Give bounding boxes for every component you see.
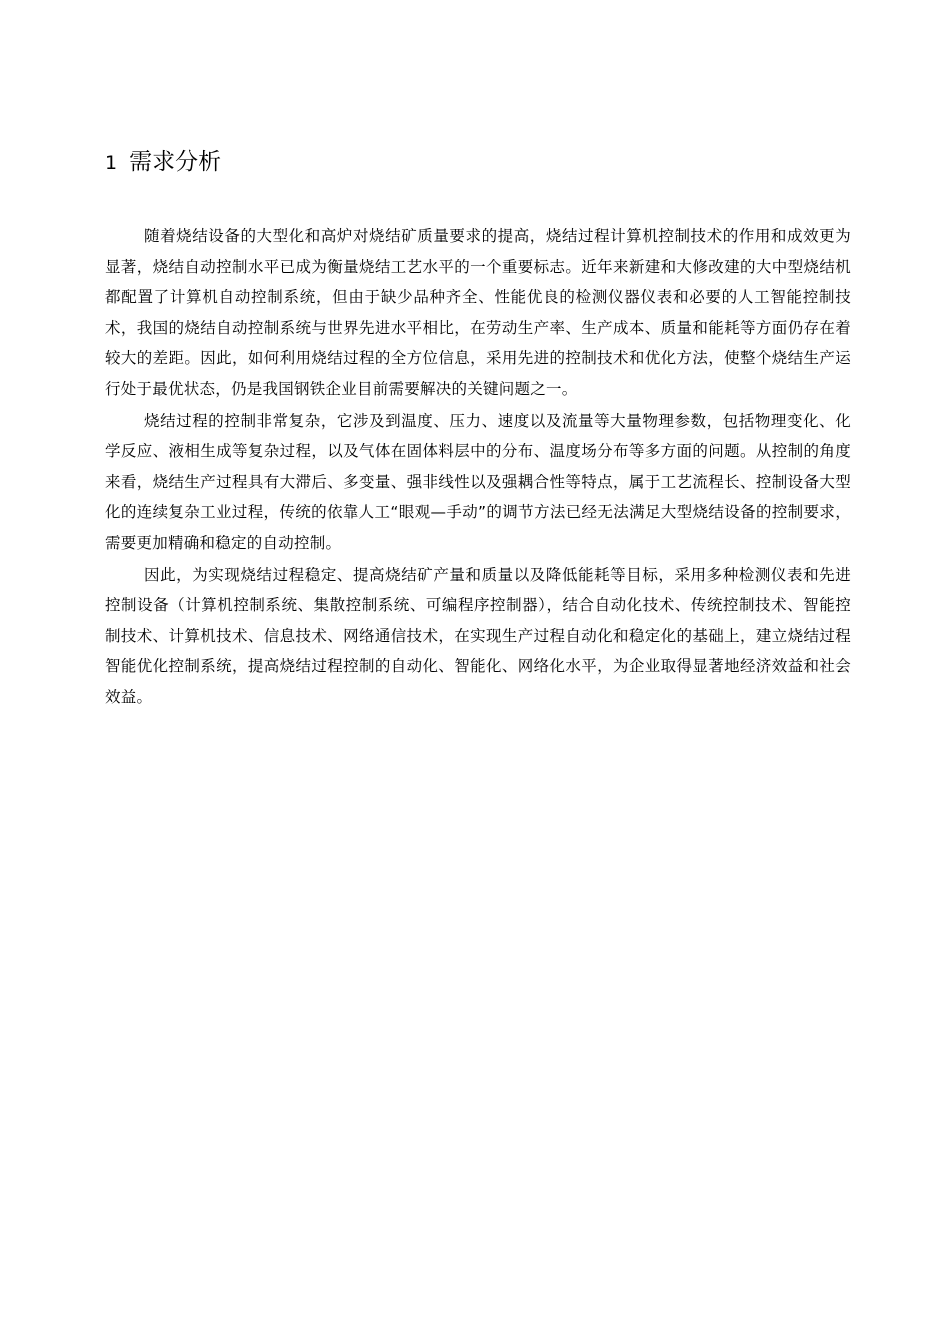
section-heading — [105, 146, 221, 179]
paragraph-2: 烧结过程的控制非常复杂，它涉及到温度、压力、速度以及流量等大量物理参数，包括物理变化、化学反应、液相生成等复杂过程，以及气体在固体料层中的分布、温度场分布等多方面的问题。从控制的角度来看，烧结生产过程具有大滞后、多变量、强非线性以及强耦合性等特点，属于工艺流程长、控制设备大型化的连续复杂工业过程，传统的依靠人工“眼观—手动”的调节方法已经无法满足大型烧结设备的控制要求，需要更加精确和稳定的自动控制。 — [105, 411, 851, 552]
paragraph-1: 随着烧结设备的大型化和高炉对烧结矿质量要求的提高，烧结过程计算机控制技术的作用和成效更为显著，烧结自动控制水平已成为衡量烧结工艺水平的一个重要标志。近年来新建和大修改建的大中型烧结机都配置了计算机自动控制系统，但由于缺少品种齐全、性能优良的检测仪器仪表和必要的人工智能控制技术，我国的烧结自动控制系统与世界先进水平相比，在劳动生产率、生产成本、质量和能耗等方面仍存在着较大的差距。因此，如何利用烧结过程的全方位信息，采用先进的控制技术和优化方法，使整个烧结生产运行处于最优状态，仍是我国钢铁企业目前需要解决的关键问题之一。 — [105, 227, 851, 398]
section-body — [105, 221, 851, 714]
section-title: 需求分析 — [129, 149, 222, 175]
section-number: 1 — [105, 152, 118, 174]
paragraph-3: 因此，为实现烧结过程稳定、提高烧结矿产量和质量以及降低能耗等目标，采用多种检测仪表和先进控制设备（计算机控制系统、集散控制系统、可编程序控制器），结合自动化技术、传统控制技术、智能控制技术、计算机技术、信息技术、网络通信技术，在实现生产过程自动化和稳定化的基础上，建立烧结过程智能优化控制系统，提高烧结过程控制的自动化、智能化、网络化水平，为企业取得显著地经济效益和社会效益。 — [105, 565, 851, 706]
